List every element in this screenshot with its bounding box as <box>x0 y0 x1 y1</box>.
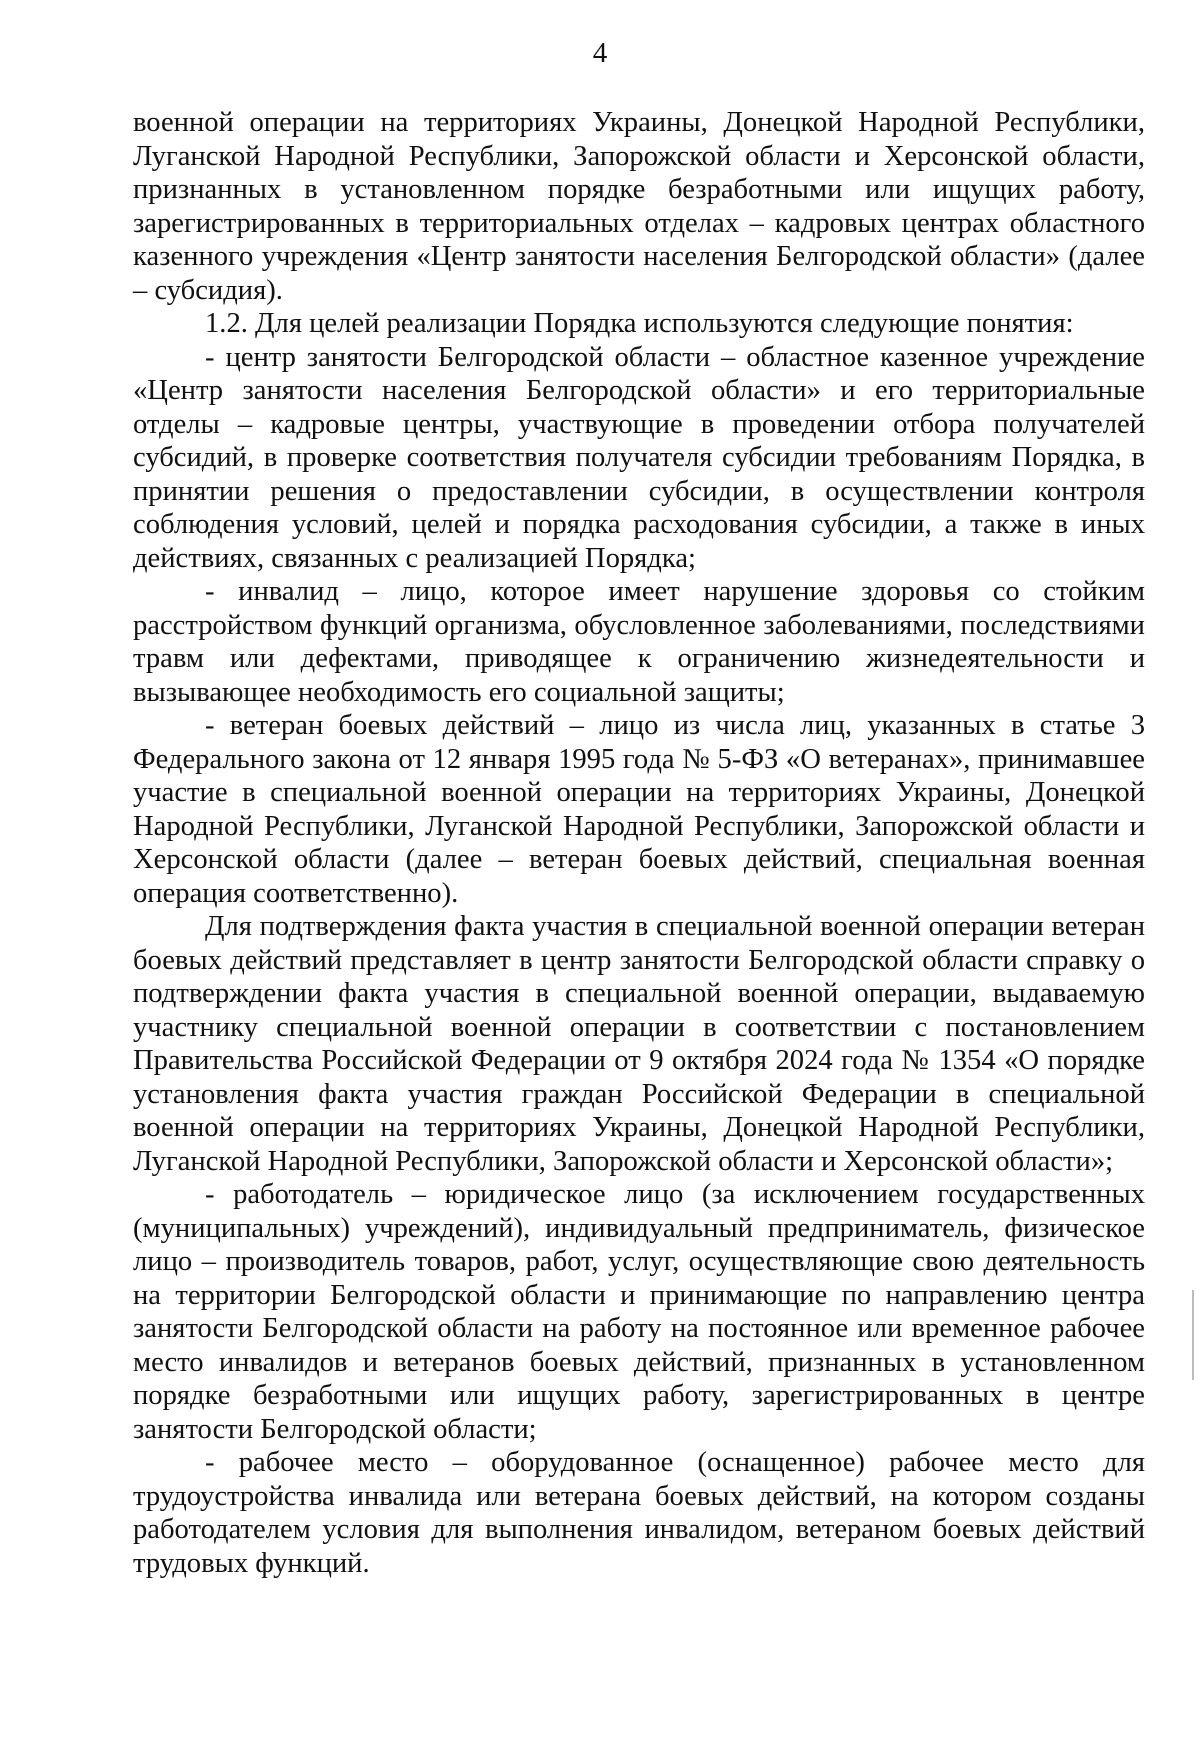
paragraph-combat-veteran-definition: - ветеран боевых действий – лицо из числа лиц, указанных в статье 3 Федерального закона от 12 января 1995 года № 5-ФЗ «О ветеранах», принимавшее участие в специальной военной операции на территориях Украины, Донецкой Народной Республики, Луганской Народной Республики, Запорожской области и Херсонской области (далее – ветеран боевых действий, специальная военная операция соответственно). <box>133 710 1145 909</box>
paragraph-section-1-2: 1.2. Для целей реализации Порядка используются следующие понятия: <box>205 308 1074 339</box>
page-number: 4 <box>592 37 608 69</box>
paragraph-participation-confirmation: Для подтверждения факта участия в специальной военной операции ветеран боевых действий представляет в центр занятости Белгородской области справку о подтверждении факта участия в специальной военной операции, выдаваемую участнику специальной военной операции в соответствии с постановлением Правительства Российской Федерации от 9 октября 2024 года № 1354 «О порядке установления факта участия граждан Российской Федерации в специальной военной операции на территориях Украины, Донецкой Народной Республики, Луганской Народной Республики, Запорожской области и Херсонской области»; <box>133 911 1145 1177</box>
paragraph-workplace-definition: - рабочее место – оборудованное (оснащенное) рабочее место для трудоустройства инвалида или ветерана боевых действий, на котором созданы работодателем условия для выполнения инвалидом, ветераном боевых действий трудовых функций. <box>133 1447 1145 1579</box>
scan-edge-mark <box>1192 1290 1194 1380</box>
document-body <box>133 106 1145 1580</box>
paragraph-disabled-person-definition: - инвалид – лицо, которое имеет нарушение здоровья со стойким расстройством функций организма, обусловленное заболеваниями, последствиями травм или дефектами, приводящее к ограничению жизнедеятельности и вызывающее необходимость его социальной защиты; <box>133 576 1145 708</box>
paragraph-employment-center-definition: - центр занятости Белгородской области – областное казенное учреждение «Центр занятости населения Белгородской области» и его территориальные отделы – кадровые центры, участвующие в проведении отбора получателей субсидий, в проверке соответствия получателя субсидии требованиям Порядка, в принятии решения о предоставлении субсидии, в осуществлении контроля соблюдения условий, целей и порядка расходования субсидии, а также в иных действиях, связанных с реализацией Порядка; <box>133 341 1145 574</box>
paragraph-employer-definition: - работодатель – юридическое лицо (за исключением государственных (муниципальных) учреждений), индивидуальный предприниматель, физическое лицо – производитель товаров, работ, услуг, осуществляющие свою деятельность на территории Белгородской области и принимающие по направлению центра занятости Белгородской области на работу на постоянное или временное рабочее место инвалидов и ветеранов боевых действий, признанных в установленном порядке безработными или ищущих работу, зарегистрированных в центре занятости Белгородской области; <box>133 1179 1145 1445</box>
paragraph-subsidy-definition-continuation: военной операции на территориях Украины, Донецкой Народной Республики, Луганской Народной Республики, Запорожской области и Херсонской области, признанных в установленном порядке безработными или ищущих работу, зарегистрированных в территориальных отделах – кадровых центрах областного казенного учреждения «Центр занятости населения Белгородской области» (далее – субсидия). <box>133 107 1145 306</box>
